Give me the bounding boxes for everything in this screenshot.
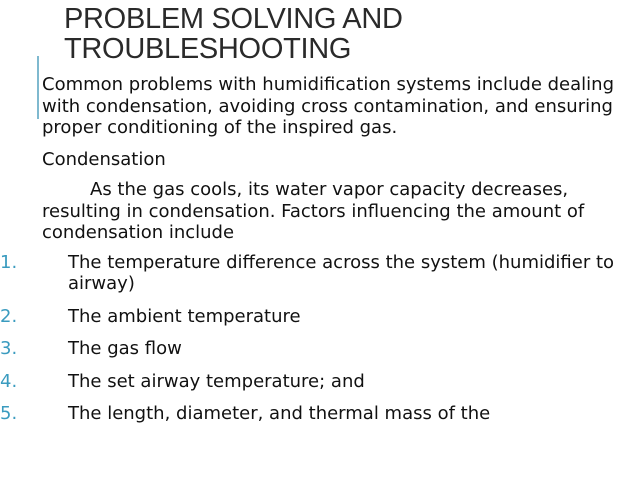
list-item-text: The ambient temperature bbox=[68, 305, 301, 327]
list-item bbox=[0, 306, 632, 328]
list-item bbox=[0, 338, 632, 360]
list-item-text: The temperature difference across the system (humidifier to airway) bbox=[68, 251, 615, 294]
slide-title-line-2: TROUBLESHOOTING bbox=[64, 33, 352, 65]
list-item-text: The gas flow bbox=[68, 338, 182, 359]
list-item-number: 1. bbox=[0, 251, 18, 273]
list-item-number: 2. bbox=[0, 305, 18, 327]
intro-paragraph: Common problems with humidification systems include dealing with condensation, avoiding cross contamination, and ensuring proper conditioning of the inspired gas. bbox=[42, 74, 615, 138]
slide-body bbox=[0, 74, 632, 436]
list-item-text: The length, diameter, and thermal mass of the bbox=[68, 403, 491, 424]
list-item bbox=[0, 403, 632, 425]
list-item bbox=[0, 252, 632, 295]
condensation-paragraph: As the gas cools, its water vapor capacity decreases, resulting in condensation. Factors influencing the amount of condensation include bbox=[42, 179, 585, 243]
list-item-number: 5. bbox=[0, 403, 18, 424]
slide-title bbox=[64, 4, 624, 64]
list-item-number: 3. bbox=[0, 338, 18, 359]
list-item bbox=[0, 371, 632, 393]
list-item-number: 4. bbox=[0, 370, 18, 392]
accent-bar bbox=[37, 56, 39, 119]
slide-title-line-1: PROBLEM SOLVING AND bbox=[64, 3, 403, 35]
list-item-text: The set airway temperature; and bbox=[68, 370, 365, 392]
factor-list bbox=[0, 251, 632, 425]
section-heading: Condensation bbox=[42, 148, 166, 170]
